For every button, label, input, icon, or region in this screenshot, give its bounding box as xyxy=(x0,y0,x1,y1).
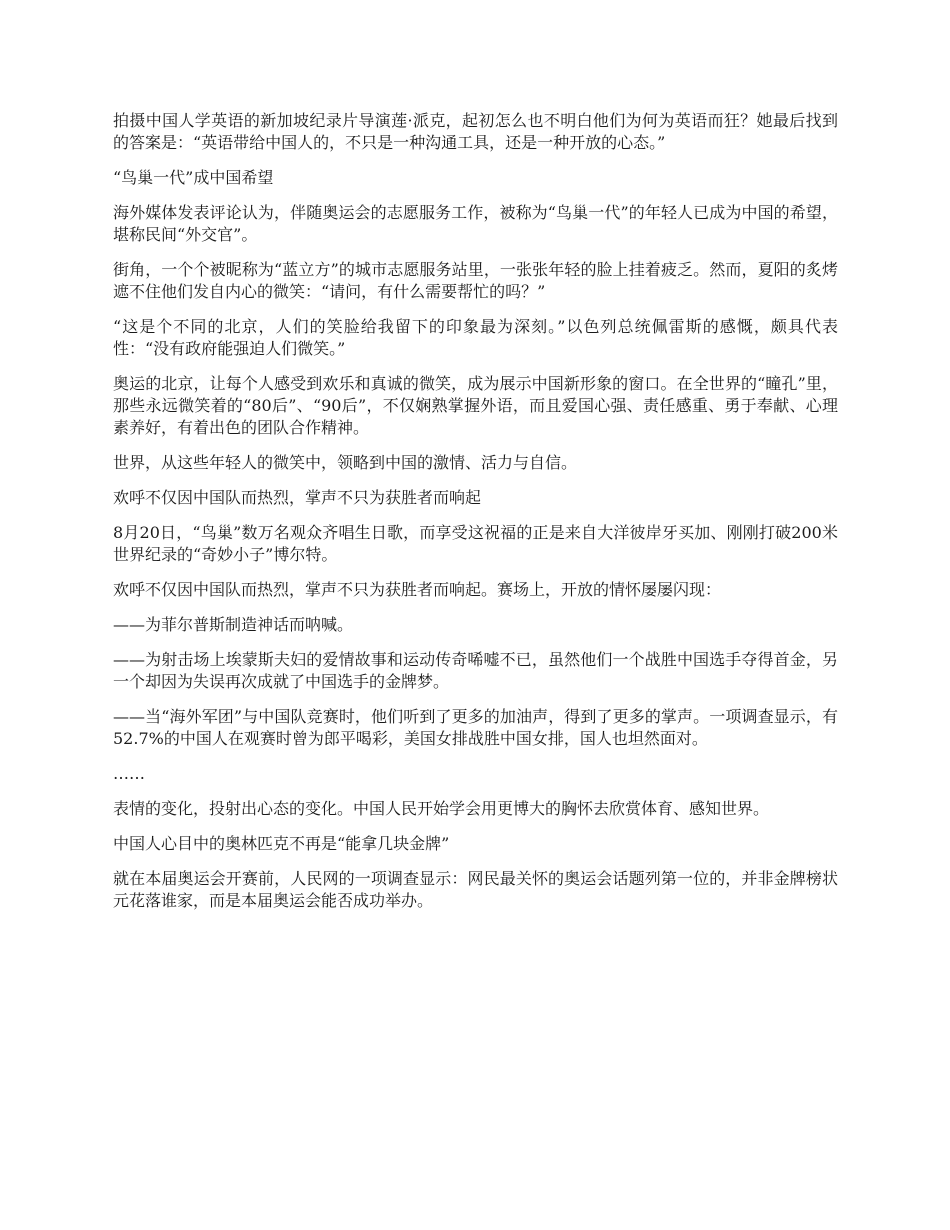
paragraph-peres-quote: “这是个不同的北京，人们的笑脸给我留下的印象最为深刻。”以色列总统佩雷斯的感慨，颇具代表性：“没有政府能强迫人们微笑。” xyxy=(113,317,838,358)
paragraph-intro: 拍摄中国人学英语的新加坡纪录片导演莲·派克，起初怎么也不明白他们为何为英语而狂？她最后找到的答案是：“英语带给中国人的，不只是一种沟通工具，还是一种开放的心态。” xyxy=(113,111,838,152)
paragraph-olympic-beijing: 奥运的北京，让每个人感受到欢乐和真诚的微笑，成为展示中国新形象的窗口。在全世界的“瞳孔”里，那些永远微笑着的“80后”、“90后”，不仅娴熟掌握外语，而且爱国心强、责任感重、勇于奉献、心理素养好，有着出色的团队合作精神。 xyxy=(113,374,838,437)
paragraph-phelps: ——为菲尔普斯制造神话而呐喊。 xyxy=(113,615,354,634)
paragraph-open-feelings: 欢呼不仅因中国队而热烈，掌声不只为获胜者而响起。赛场上，开放的情怀屡屡闪现： xyxy=(113,580,722,599)
paragraph-blue-cube: 街角，一个个被昵称为“蓝立方”的城市志愿服务站里，一张张年轻的脸上挂着疲乏。然而，夏阳的炙烤遮不住他们发自内心的微笑：“请问，有什么需要帮忙的吗？” xyxy=(113,260,838,301)
paragraph-expression-change: 表情的变化，投射出心态的变化。中国人民开始学会用更博大的胸怀去欣赏体育、感知世界。 xyxy=(113,799,770,818)
paragraph-bolt-birthday: 8月20日，“鸟巢”数万名观众齐唱生日歌，而享受这祝福的正是来自大洋彼岸牙买加、刚刚打破200米世界纪录的“奇妙小子”博尔特。 xyxy=(113,523,838,564)
paragraph-emmons: ——为射击场上埃蒙斯夫妇的爱情故事和运动传奇唏嘘不已，虽然他们一个战胜中国选手夺得首金，另一个却因为失误再次成就了中国选手的金牌梦。 xyxy=(113,650,838,691)
paragraph-people-survey: 就在本届奥运会开赛前，人民网的一项调查显示：网民最关怀的奥运会话题列第一位的，并非金牌榜状元花落谁家，而是本届奥运会能否成功举办。 xyxy=(113,869,838,910)
section-heading-olympics-meaning: 中国人心目中的奥林匹克不再是“能拿几块金牌” xyxy=(113,834,450,853)
section-heading-bird-nest-generation: “鸟巢一代”成中国希望 xyxy=(113,168,274,187)
paragraph-world-smiles: 世界，从这些年轻人的微笑中，领略到中国的激情、活力与自信。 xyxy=(113,453,578,472)
paragraph-ellipsis: …… xyxy=(113,764,145,783)
paragraph-overseas-media: 海外媒体发表评论认为，伴随奥运会的志愿服务工作，被称为“鸟巢一代”的年轻人已成为中国的希望，堪称民间“外交官”。 xyxy=(113,203,838,244)
paragraph-overseas-legion: ——当“海外军团”与中国队竞赛时，他们听到了更多的加油声，得到了更多的掌声。一项调查显示，有52.7%的中国人在观赛时曾为郎平喝彩，美国女排战胜中国女排，国人也坦然面对。 xyxy=(113,707,838,748)
section-heading-cheers: 欢呼不仅因中国队而热烈，掌声不只为获胜者而响起 xyxy=(113,488,482,507)
document-body xyxy=(113,110,838,925)
